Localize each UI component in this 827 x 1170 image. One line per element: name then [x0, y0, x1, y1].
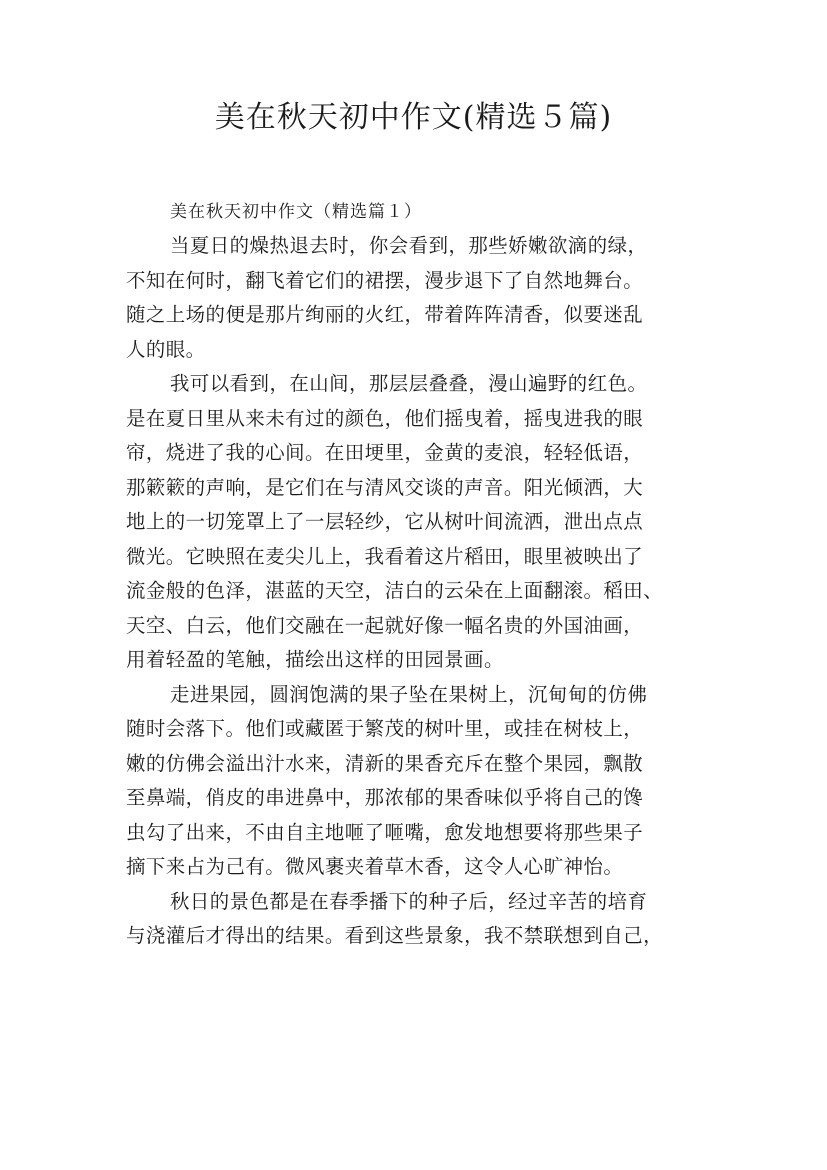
paragraph-line: 流金般的色泽，湛蓝的天空，洁白的云朵在上面翻滚。稻田、	[126, 579, 664, 602]
paragraph-line: 不知在何时，翻飞着它们的裙摆，漫步退下了自然地舞台。	[126, 268, 644, 292]
paragraph-line: 帘，烧进了我的心间。在田埂里，金黄的麦浪，轻轻低语，	[126, 441, 644, 464]
paragraph-line: 天空、白云，他们交融在一起就好像一幅名贵的外国油画，	[126, 613, 644, 637]
paragraph-line: 是在夏日里从来未有过的颜色，他们摇曳着，摇曳进我的眼	[126, 406, 644, 430]
paragraph-line: 至鼻端，俏皮的串进鼻中，那浓郁的果香味似乎将自己的馋	[126, 786, 644, 809]
paragraph-line: 随时会落下。他们或藏匿于繁茂的树叶里，或挂在树枝上，	[126, 717, 644, 740]
paragraph-line: 走进果园，圆润饱满的果子坠在果树上，沉甸甸的仿佛	[170, 682, 648, 706]
paragraph-line: 地上的一切笼罩上了一层轻纱，它从树叶间流洒，泄出点点	[126, 510, 644, 533]
document-body	[126, 195, 716, 954]
paragraph-3	[126, 678, 716, 885]
paragraph-line: 我可以看到，在山间，那层层叠叠，漫山遍野的红色。	[170, 372, 648, 395]
paragraph-1	[126, 229, 716, 367]
paragraph-line: 微光。它映照在麦尖儿上，我看着这片稻田，眼里被映出了	[126, 544, 644, 568]
paragraph-line: 用着轻盈的笔触，描绘出这样的田园景画。	[126, 648, 504, 671]
paragraph-line: 那簌簌的声响，是它们在与清风交谈的声音。阳光倾洒，大	[126, 475, 644, 499]
paragraph-line: 摘下来占为己有。微风裹夹着草木香，这令人心旷神怡。	[126, 855, 624, 878]
paragraph-line: 嫩的仿佛会溢出汁水来，清新的果香充斥在整个果园，飘散	[126, 751, 644, 775]
paragraph-line: 虫勾了出来，不由自主地咂了咂嘴，愈发地想要将那些果子	[126, 820, 644, 844]
paragraph-2	[126, 367, 716, 678]
paragraph-line: 当夏日的燥热退去时，你会看到，那些娇嫩欲滴的绿，	[170, 234, 648, 257]
paragraph-line: 人的眼。	[126, 337, 206, 361]
paragraph-line: 随之上场的便是那片绚丽的火红，带着阵阵清香，似要迷乱	[126, 303, 644, 326]
paragraph-line: 与浇灌后才得出的结果。看到这些景象，我不禁联想到自己，	[126, 924, 664, 947]
section-heading: 美在秋天初中作文（精选篇１）	[170, 202, 422, 222]
paragraph-4	[126, 885, 716, 954]
paragraph-line: 秋日的景色都是在春季播下的种子后，经过辛苦的培育	[170, 889, 648, 913]
document-title: 美在秋天初中作文(精选５篇)	[214, 100, 613, 135]
